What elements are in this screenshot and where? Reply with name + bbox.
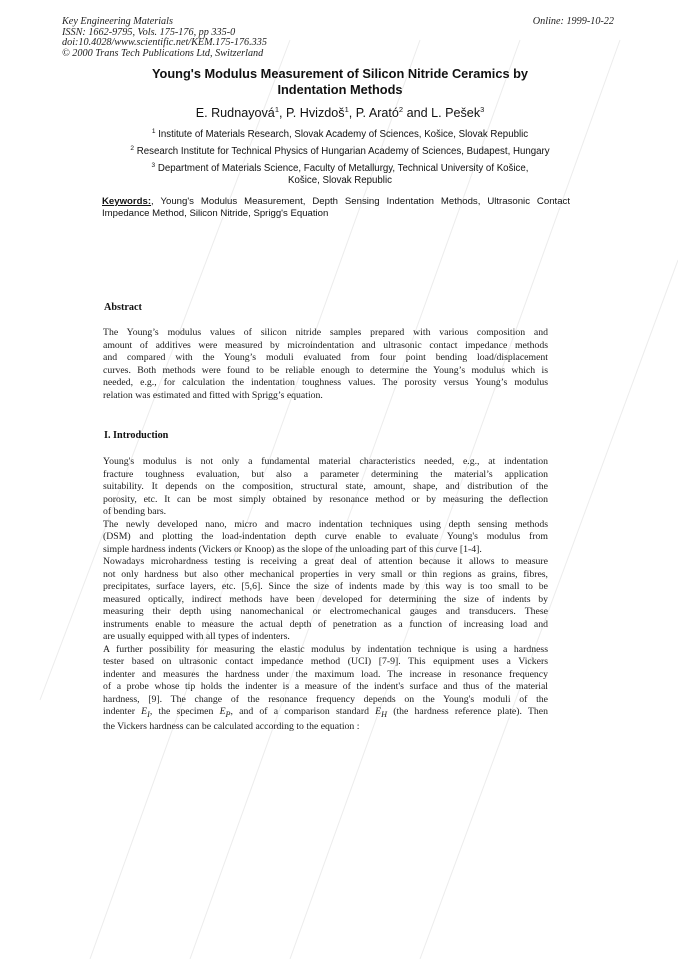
abstract-heading: Abstract (104, 302, 142, 313)
affiliation-2 (70, 143, 610, 158)
affiliation-3 (70, 160, 610, 187)
author-separator: and (403, 106, 432, 121)
intro-line: precipitates, surface layers, etc. [5,6]. Since the size of indents made by this way is too small to be (103, 581, 548, 592)
abstract-line: and compared with the Young’s moduli evaluated from four point bending load/displacement (103, 352, 548, 363)
intro-line: are usually equipped with all types of indenters. (103, 631, 290, 642)
intro-line: fracture toughness evaluation, but also a parameter determining the material’s application (103, 468, 548, 480)
affiliation-number: 2 (130, 145, 135, 152)
paper-title-line-1: Young's Modulus Measurement of Silicon Nitride Ceramics by (151, 66, 529, 81)
intro-line-moduli (103, 706, 548, 721)
author-name: E. Rudnayová (195, 106, 275, 121)
journal-doi: doi:10.4028/www.scientific.net/KEM.175-176.335 (62, 37, 267, 49)
affiliation-number: 3 (151, 162, 156, 169)
intro-line: Nowadays microhardness testing is receiving a great deal of attention because it allows to measure (103, 556, 548, 567)
affiliation-text: Institute of Materials Research, Slovak Academy of Sciences, Košice, Slovak Republic (158, 129, 529, 141)
abstract-line: relation was estimated and fitted with Sprigg’s equation. (103, 389, 323, 401)
intro-line: Young's modulus is not only a fundamental material characteristics needed, e.g., at indentation (103, 456, 548, 467)
paper-title (90, 66, 590, 97)
introduction-heading: I. Introduction (104, 430, 169, 441)
intro-line: tester based on ultrasonic contact impedance method (UCI) [7-9]. This equipment uses a Vickers (103, 656, 548, 667)
author-separator: , (278, 106, 286, 121)
keywords (102, 196, 570, 220)
intro-line: measured optically, indirect methods have been developed for determining the size of indents by (103, 593, 548, 605)
affiliation-text-line-2: Košice, Slovak Republic (288, 175, 392, 187)
affiliation-1 (70, 126, 610, 141)
author-affil-ref: 3 (480, 105, 485, 114)
author-affil-ref: 2 (398, 105, 404, 114)
author-list (90, 105, 590, 120)
abstract-line: amount of additives were measured by microindentation and ultrasonic contact impedance methods (103, 339, 548, 351)
line-fragment: indenter (103, 706, 142, 717)
intro-line: the Vickers hardness can be calculated according to the equation : (103, 721, 360, 733)
intro-line: porosity, etc. It can be most simply obtained by resonance method or by measuring the deflection (103, 493, 548, 505)
journal-issn: ISSN: 1662-9795, Vols. 175-176, pp 335-0 (62, 26, 236, 38)
intro-line: hardness, [9]. The change of the resonance frequency depends on the Young's moduli of the (103, 693, 548, 705)
abstract-line: curves. Both methods were found to be reliable enough to determine the Young’s modulus which is (103, 364, 548, 376)
line-fragment: , the specimen (149, 706, 220, 717)
symbol: E (375, 706, 382, 717)
affiliation-text: Research Institute for Technical Physics of Hungarian Academy of Sciences, Budapest, Hungary (136, 146, 550, 158)
journal-name: Key Engineering Materials (62, 16, 173, 27)
author-name: P. Hvizdoš (285, 106, 345, 121)
author-name: P. Arató (355, 106, 399, 121)
symbol-subscript: I (147, 709, 150, 719)
keywords-label: Keywords: (102, 196, 152, 207)
online-date: Online: 1999-10-22 (532, 16, 614, 27)
author-name: L. Pešek (431, 106, 481, 121)
intro-line: simple hardness indents (Vickers or Knoop) as the slope of the unloading part of this curve [1-4]. (103, 543, 482, 555)
intro-line: indenter and measures the hardness under the maximum load. The increase in resonance frequency (103, 668, 548, 680)
affiliation-number: 1 (151, 128, 156, 135)
author-affil-ref: 1 (344, 105, 349, 114)
intro-line: of a probe whose tip holds the indenter is a measure of the indent's surface and thus of the material (103, 681, 548, 692)
intro-line: suitability. It depends on the composition, structural state, amount, shape, and distribution of the (103, 481, 548, 492)
symbol: E (141, 706, 148, 717)
author-separator: , (348, 106, 356, 121)
keywords-text: , Young's Modulus Measurement, Depth Sensing Indentation Methods, Ultrasonic Contact Impedance Method, Silicon Nitride, Sprigg's Equation (102, 196, 570, 219)
intro-line: A further possibility for measuring the elastic modulus by indentation technique is using a hardness (103, 643, 548, 655)
intro-line: measuring their depth using nanomechanical or electromechanical gauges and transducers. These (103, 606, 548, 617)
intro-line: The newly developed nano, micro and macro indentation techniques using depth sensing methods (103, 518, 548, 530)
introduction-body (103, 456, 548, 734)
intro-line: not only hardness but also other mechanical properties in very small or thin regions as grains, fibres, (103, 568, 548, 580)
line-fragment: , and of a comparison standard (230, 706, 376, 717)
journal-copyright: © 2000 Trans Tech Publications Ltd, Switzerland (62, 47, 264, 59)
journal-info (62, 17, 267, 59)
affiliation-text: Department of Materials Science, Faculty of Metallurgy, Technical University of Košice, (157, 163, 529, 175)
abstract-line: The Young’s modulus values of silicon nitride samples prepared with various composition and (103, 327, 548, 338)
symbol-subscript: P (225, 709, 231, 719)
line-fragment: (the hardness reference plate). Then (387, 706, 548, 717)
intro-line: (DSM) and plotting the load-indentation depth curve enable to evaluate Young's modulus from (103, 531, 548, 542)
symbol: E (219, 706, 226, 717)
intro-line: of bending bars. (103, 506, 167, 517)
intro-line: instruments enable to measure the actual depth of penetration as a function of increasing load and (103, 618, 548, 630)
abstract-body (103, 327, 548, 402)
symbol-subscript: H (381, 709, 387, 719)
paper-title-line-2: Indentation Methods (277, 81, 403, 97)
author-affil-ref: 1 (274, 105, 279, 114)
abstract-line: needed, e.g., for calculation the indentation toughness values. The porosity versus Young’s modulus (103, 377, 548, 388)
